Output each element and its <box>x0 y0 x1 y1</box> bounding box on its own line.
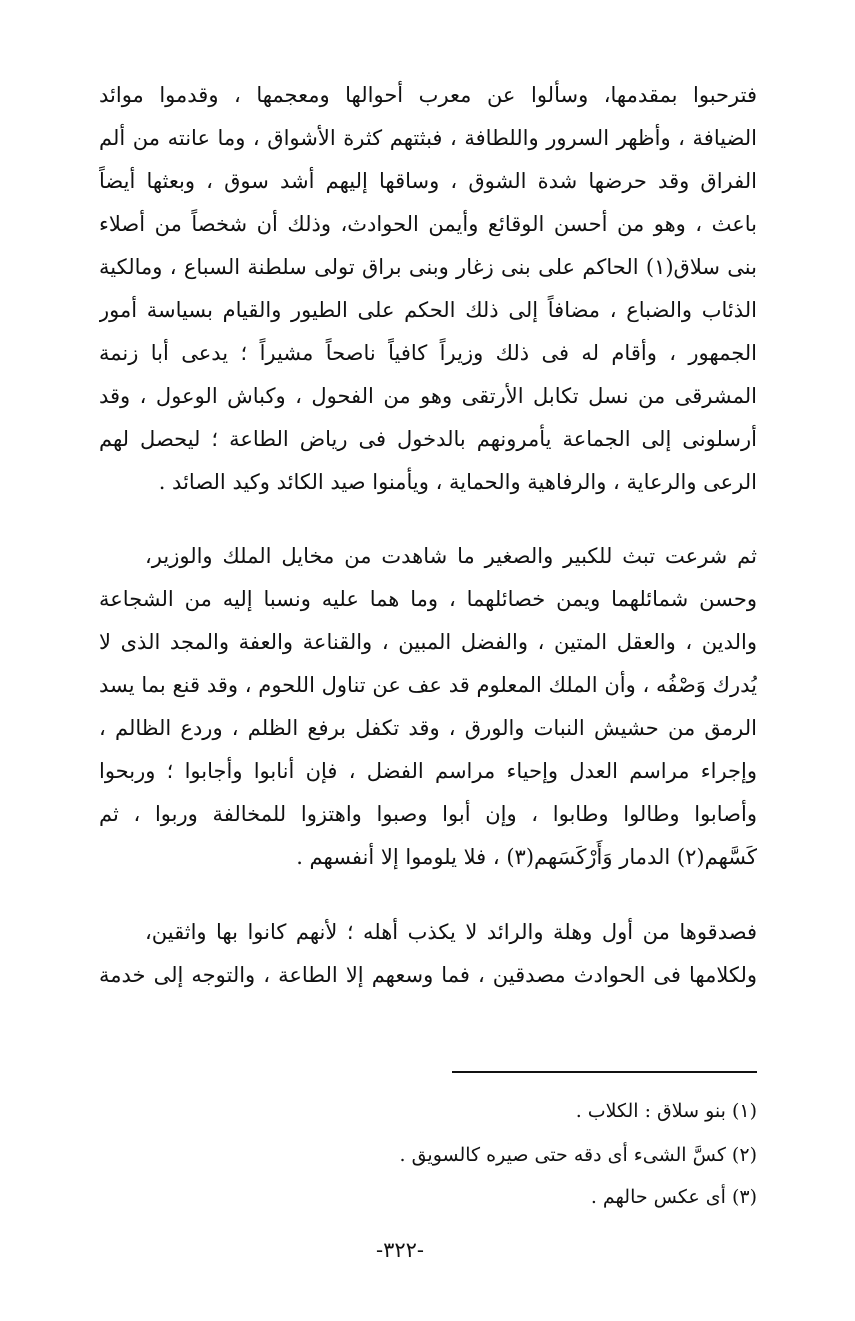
footnote-2: (٢) كسَّ الشىء أى دقه حتى صيره كالسويق . <box>399 1144 757 1166</box>
page-number: -٣٢٢- <box>375 1238 425 1262</box>
paragraph-3-line-2: ولكلامها فى الحوادث مصدقين ، فما وسعهم إلا الطاعة ، والتوجه إلى خدمة <box>99 963 757 987</box>
paragraph-2-line-4: يُدرك وَصْفُه ، وأن الملك المعلوم قد عف عن تناول اللحوم ، وقد قنع بما يسد <box>99 673 757 697</box>
paragraph-1-line-6: الذئاب والضباع ، مضافاً إلى ذلك الحكم على الطيور والقيام بسياسة أمور <box>99 298 757 322</box>
paragraph-1-line-9: أرسلونى إلى الجماعة يأمرونهم بالدخول فى رياض الطاعة ؛ ليحصل لهم <box>99 427 757 451</box>
paragraph-1-line-1: فترحبوا بمقدمها، وسألوا عن معرب أحوالها ومعجمها ، وقدموا موائد <box>99 83 757 107</box>
paragraph-2-line-5: الرمق من حشيش النبات والورق ، وقد تكفل برفع الظلم ، وردع الظالم ، <box>99 716 757 740</box>
paragraph-1-line-10: الرعى والرعاية ، والرفاهية والحماية ، ويأمنوا صيد الكائد وكيد الصائد . <box>158 470 757 494</box>
paragraph-1-line-2: الضيافة ، وأظهر السرور واللطافة ، فبثتهم كثرة الأشواق ، وما عانته من ألم <box>99 126 757 150</box>
paragraph-1-line-8: المشرقى من نسل تكابل الأرتقى وهو من الفحول ، وكباش الوعول ، وقد <box>99 384 757 408</box>
paragraph-1-line-5: بنى سلاق(١) الحاكم على بنى زغار وبنى براق تولى سلطنة السباع ، ومالكية <box>99 255 757 279</box>
paragraph-3-line-1: فصدقوها من أول وهلة والرائد لا يكذب أهله ؛ لأنهم كانوا بها واثقين، <box>145 920 757 944</box>
footnote-divider <box>452 1071 757 1073</box>
paragraph-2-line-8: كَسَّهم(٢) الدمار وَأَرْكَسَهم(٣) ، فلا يلوموا إلا أنفسهم . <box>296 845 757 869</box>
paragraph-2-line-2: وحسن شمائلهما ويمن خصائلهما ، وما هما عليه ونسبا إليه من الشجاعة <box>99 587 757 611</box>
paragraph-1-line-4: باعث ، وهو من أحسن الوقائع وأيمن الحوادث، وذلك أن شخصاً من أصلاء <box>99 212 757 236</box>
paragraph-2-line-1: ثم شرعت تبث للكبير والصغير ما شاهدت من مخايل الملك والوزير، <box>145 544 757 568</box>
footnote-3: (٣) أى عكس حالهم . <box>590 1186 757 1208</box>
paragraph-1-line-3: الفراق وقد حرضها شدة الشوق ، وساقها إليهم أشد سوق ، وبعثها أيضاً <box>99 169 757 193</box>
paragraph-1-line-7: الجمهور ، وأقام له فى ذلك وزيراً كافياً ناصحاً مشيراً ؛ يدعى أبا زنمة <box>99 341 757 365</box>
footnote-1: (١) بنو سلاق : الكلاب . <box>575 1100 757 1122</box>
paragraph-2-line-6: وإجراء مراسم العدل وإحياء مراسم الفضل ، فإن أنابوا وأجابوا ؛ وربحوا <box>99 759 757 783</box>
paragraph-2-line-3: والدين ، والعقل المتين ، والفضل المبين ، والقناعة والعفة والمجد الذى لا <box>99 630 757 654</box>
paragraph-2-line-7: وأصابوا وطالوا وطابوا ، وإن أبوا وصبوا واهتزوا للمخالفة وربوا ، ثم <box>99 802 757 826</box>
